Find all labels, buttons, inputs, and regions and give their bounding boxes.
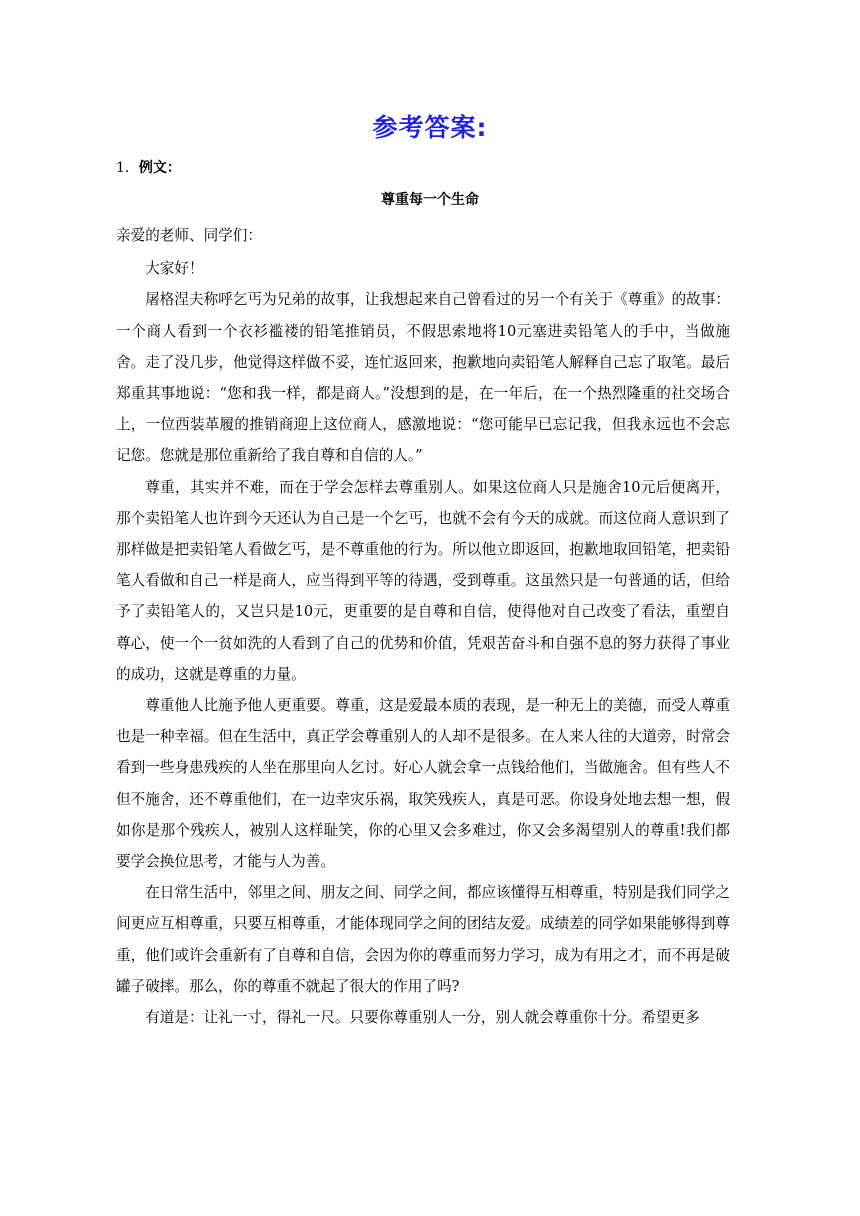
essay-paragraph: 尊重他人比施予他人更重要。尊重，这是爱最本质的表现，是一种无上的美德，而受人尊重也是一种幸福。但在生活中，真正学会尊重别人的人却不是很多。在人来人往的大道旁，时常会看到一些身患残疾的人坐在那里向人乞讨。好心人就会拿一点钱给他们，当做施舍。但有些人不但不施舍，还不尊重他们，在一边幸灾乐祸，取笑残疾人，真是可恶。你设身处地去想一想，假如你是那个残疾人，被别人这样耻笑，你的心里又会多难过，你又会多渴望别人的尊重!我们都要学会换位思考，才能与人为善。: [116, 697, 730, 871]
question-example-label: 例文：: [138, 160, 181, 176]
essay-paragraph: 屠格涅夫称呼乞丐为兄弟的故事，让我想起来自己曾看过的另一个有关于《尊重》的故事：一个商人看到一个衣衫褴褛的铅笔推销员，不假思索地将10元塞进卖铅笔人的手中，当做施舍。走了没几步，他觉得这样做不妥，连忙返回来，抱歉地向卖铅笔人解释自己忘了取笔。最后郑重其事地说：“您和我一样，都是商人。”没想到的是，在一年后，在一个热烈隆重的社交场合上，一位西装革履的推销商迎上这位商人，感激地说：“您可能早已忘记我，但我永远也不会忘记您。您就是那位重新给了我自尊和自信的人。”: [116, 291, 730, 465]
essay-paragraph: 有道是：让礼一寸，得礼一尺。只要你尊重别人一分，别人就会尊重你十分。希望更多: [145, 1009, 700, 1027]
essay-title: 尊重每一个生命: [381, 192, 479, 208]
essay-salutation: 亲爱的老师、同学们：: [116, 227, 262, 244]
essay-paragraph: 在日常生活中，邻里之间、朋友之间、同学之间，都应该懂得互相尊重，特别是我们同学之间更应互相尊重，只要互相尊重，才能体现同学之间的团结友爱。成绩差的同学如果能够得到尊重，他们或许会重新有了自尊和自信，会因为你的尊重而努力学习，成为有用之才，而不再是破罐子破摔。那么，你的尊重不就起了很大的作用了吗?: [116, 884, 730, 995]
essay-paragraph: 尊重，其实并不难，而在于学会怎样去尊重别人。如果这位商人只是施舍10元后便离开，那个卖铅笔人也许到今天还认为自己是一个乞丐，也就不会有今天的成就。而这位商人意识到了那样做是把卖铅笔人看做乞丐，是不尊重他的行为。所以他立即返回，抱歉地取回铅笔，把卖铅笔人看做和自己一样是商人，应当得到平等的待遇，受到尊重。这虽然只是一句普通的话，但给予了卖铅笔人的，又岂只是10元，更重要的是自尊和自信，使得他对自己改变了看法，重塑自尊心，使一个一贫如洗的人看到了自己的优势和价值，凭艰苦奋斗和自强不息的努力获得了事业的成功，这就是尊重的力量。: [116, 478, 730, 683]
essay-body: [116, 220, 730, 1033]
essay-paragraph: 大家好！: [145, 260, 204, 278]
question-number: 1．: [116, 160, 139, 176]
answer-heading: 参考答案:: [372, 113, 488, 142]
question-label: [116, 158, 181, 178]
